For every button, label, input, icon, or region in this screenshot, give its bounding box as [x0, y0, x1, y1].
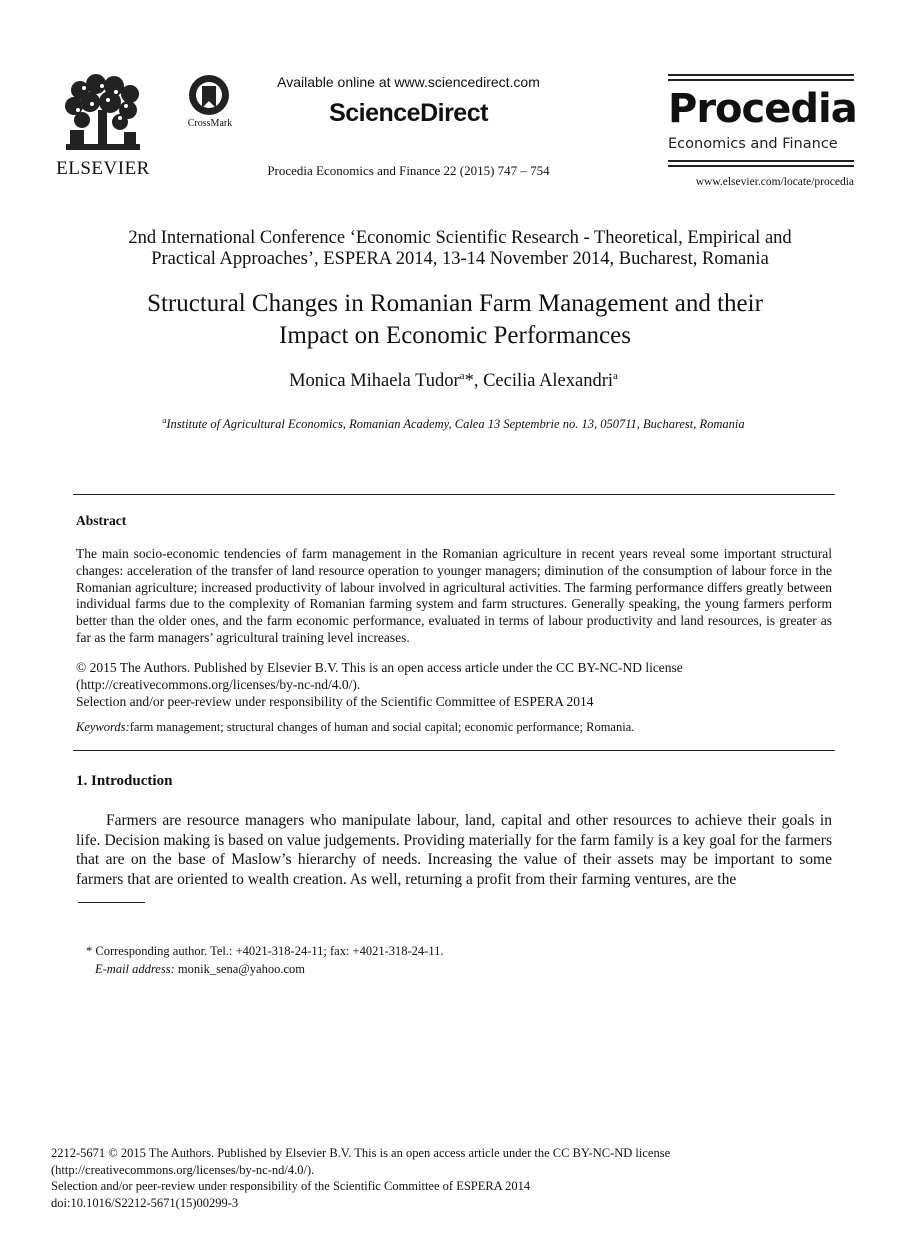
- affiliation-mark: a: [162, 416, 167, 425]
- author-separator: ,: [473, 371, 484, 392]
- peer-review-line: Selection and/or peer-review under responsibility of the Scientific Committee of ESPERA 2014: [51, 1179, 531, 1194]
- keywords-text: farm management; structural changes of human and social capital; economic performance; Romania.: [129, 720, 635, 734]
- divider: [73, 750, 835, 751]
- email-label: E-mail address:: [95, 961, 175, 976]
- title-line-2: Impact on Economic Performances: [279, 322, 631, 349]
- corresponding-mark: *: [464, 371, 474, 392]
- procedia-url[interactable]: www.elsevier.com/locate/procedia: [695, 176, 854, 188]
- issn-copyright: 2212-5671 © 2015 The Authors. Published by Elsevier B.V. This is an open access article under the CC BY-NC-ND license: [51, 1146, 671, 1160]
- author-name: Monica Mihaela Tudor: [289, 371, 460, 392]
- abstract-heading: Abstract: [76, 513, 127, 528]
- elsevier-wordmark: ELSEVIER: [56, 158, 150, 179]
- crossmark-label: CrossMark: [187, 118, 233, 129]
- procedia-logo: [668, 74, 857, 192]
- section-heading: 1. Introduction: [76, 773, 173, 789]
- copyright-line: © 2015 The Authors. Published by Elsevier B.V. This is an open access article under the CC BY-NC-ND license: [76, 660, 683, 675]
- license-link[interactable]: (http://creativecommons.org/licenses/by-nc-nd/4.0/).: [76, 676, 361, 692]
- procedia-subtitle: Economics and Finance: [668, 136, 838, 152]
- doi[interactable]: doi:10.1016/S2212-5671(15)00299-3: [51, 1196, 239, 1211]
- procedia-title: Procedia: [668, 86, 857, 132]
- affiliation: [0, 416, 907, 432]
- section-body: Farmers are resource managers who manipulate labour, land, capital and other resources to achieve their goals in life. Decision making is based on value judgements. Providing materially for the farm family is a key goal for the farmers that are on the base of Maslow’s hierarchy of needs. Increasing the value of their assets may be important to some farmers that are oriented to wealth creation. As well, returning a profit from their farming ventures, are the: [76, 812, 832, 888]
- paper-title: [60, 288, 850, 352]
- footnote: [86, 943, 444, 978]
- conference-line-1: 2nd International Conference ‘Economic Scientific Research - Theoretical, Empirical and: [128, 228, 792, 248]
- affiliation-mark: a: [459, 370, 465, 382]
- email-line: [86, 961, 444, 979]
- peer-review-line: Selection and/or peer-review under responsibility of the Scientific Committee of ESPERA 2014: [76, 693, 594, 709]
- conference-name: [60, 228, 860, 270]
- author-name: Cecilia Alexandri: [483, 371, 614, 392]
- keywords: [76, 720, 832, 735]
- keywords-label: Keywords:: [76, 720, 130, 734]
- sciencedirect-logo: ScienceDirect: [329, 99, 488, 127]
- available-online-text: Available online at www.sciencedirect.com: [277, 74, 540, 90]
- affiliation-text: Institute of Agricultural Economics, Romanian Academy, Calea 13 Septembrie no. 13, 050711, Bucharest, Romania: [166, 417, 745, 432]
- page-footer: [51, 1145, 670, 1212]
- divider: [73, 494, 835, 495]
- title-line-1: Structural Changes in Romanian Farm Management and their: [147, 290, 763, 317]
- footnote-rule: [78, 902, 145, 903]
- conference-line-2: Practical Approaches’, ESPERA 2014, 13-14 November 2014, Bucharest, Romania: [151, 249, 769, 269]
- email-address[interactable]: monik_sena@yahoo.com: [174, 961, 305, 976]
- affiliation-mark: a: [613, 370, 618, 382]
- journal-reference: Procedia Economics and Finance 22 (2015) 747 – 754: [267, 163, 550, 178]
- author-list: [0, 370, 907, 392]
- copyright-notice: [76, 660, 832, 710]
- abstract-text: The main socio-economic tendencies of farm management in the Romanian agriculture in recent years reveal some important structural changes: acceleration of the transfer of land resource operation to younger managers; diminution of the consumption of labour force in the Romanian agriculture; increased productivity of labour involved in agricultural activities. The farming performance differs greatly between individual farms due to the complexity of Romanian farming system and farm structures. Generally speaking, the young farmers perform better than the older ones, and the farm economic performance, evaluated in terms of labour productivity and land resources, is greater as far as the farm managers’ agricultural training level increases.: [76, 546, 832, 645]
- license-link[interactable]: (http://creativecommons.org/licenses/by-nc-nd/4.0/).: [51, 1162, 315, 1177]
- corresponding-author-note: * Corresponding author. Tel.: +4021-318-24-11; fax: +4021-318-24-11.: [86, 944, 444, 958]
